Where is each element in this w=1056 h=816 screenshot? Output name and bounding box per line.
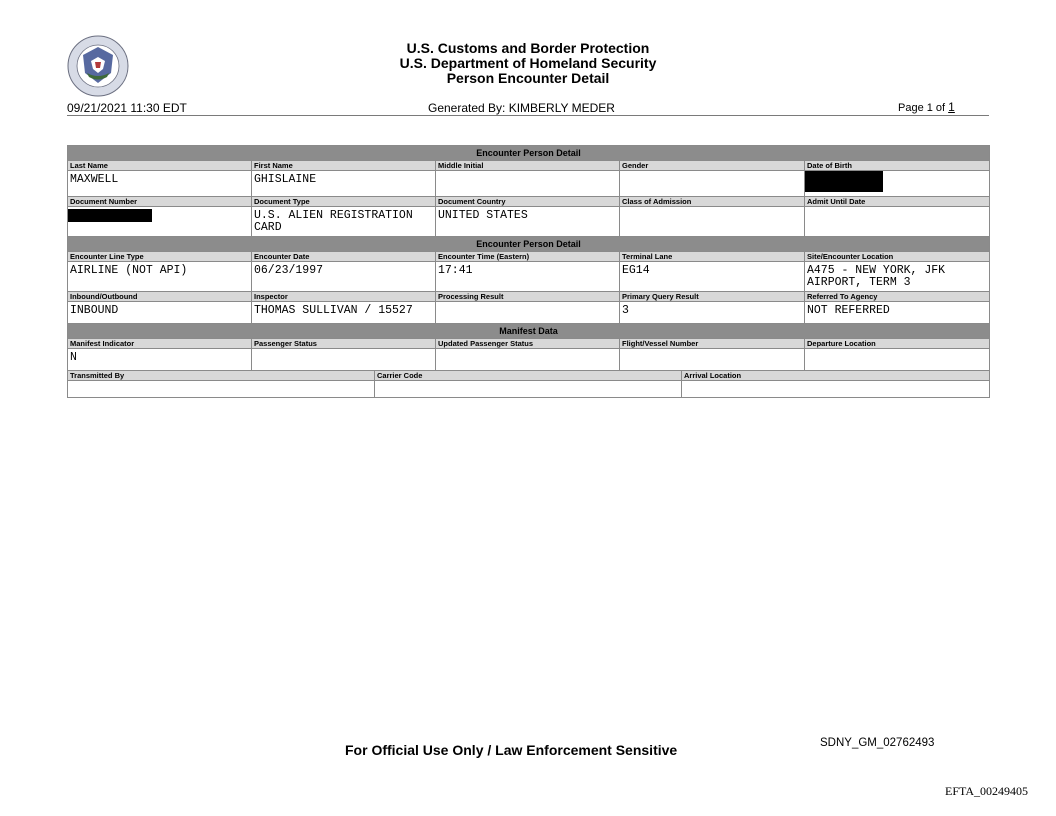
generated-by: Generated By: KIMBERLY MEDER <box>428 101 615 115</box>
label-primary-query-result: Primary Query Result <box>620 292 805 302</box>
value-site-location: A475 - NEW YORK, JFK AIRPORT, TERM 3 <box>805 262 990 292</box>
value-manifest-indicator: N <box>68 349 252 371</box>
label-inspector: Inspector <box>252 292 436 302</box>
label-encounter-line-type: Encounter Line Type <box>68 252 252 262</box>
agency-title: U.S. Customs and Border Protection <box>406 40 650 56</box>
value-passenger-status <box>252 349 436 371</box>
value-class-of-admission <box>620 207 805 237</box>
value-flight-vessel-number <box>620 349 805 371</box>
report-title: Person Encounter Detail <box>446 70 610 86</box>
section-title-manifest-data: Manifest Data <box>68 324 990 339</box>
label-passenger-status: Passenger Status <box>252 339 436 349</box>
label-encounter-date: Encounter Date <box>252 252 436 262</box>
value-encounter-line-type: AIRLINE (NOT API) <box>68 262 252 292</box>
label-manifest-indicator: Manifest Indicator <box>68 339 252 349</box>
label-date-of-birth: Date of Birth <box>805 161 990 171</box>
value-arrival-location <box>682 381 990 398</box>
label-site-location: Site/Encounter Location <box>805 252 990 262</box>
label-referred-to-agency: Referred To Agency <box>805 292 990 302</box>
label-document-type: Document Type <box>252 197 436 207</box>
value-first-name: GHISLAINE <box>252 171 436 197</box>
department-title: U.S. Department of Homeland Security <box>399 55 657 71</box>
value-middle-initial <box>436 171 620 197</box>
value-document-country: UNITED STATES <box>436 207 620 237</box>
section-title-person-detail: Encounter Person Detail <box>68 146 990 161</box>
value-inbound-outbound: INBOUND <box>68 302 252 324</box>
label-departure-location: Departure Location <box>805 339 990 349</box>
value-terminal-lane: EG14 <box>620 262 805 292</box>
encounter-table <box>67 145 990 371</box>
value-gender <box>620 171 805 197</box>
bates-number-sdny: SDNY_GM_02762493 <box>820 737 935 749</box>
label-middle-initial: Middle Initial <box>436 161 620 171</box>
redaction-box <box>805 171 883 192</box>
section-title-encounter-detail: Encounter Person Detail <box>68 237 990 252</box>
label-terminal-lane: Terminal Lane <box>620 252 805 262</box>
label-carrier-code: Carrier Code <box>375 371 682 381</box>
value-document-type: U.S. ALIEN REGISTRATION CARD <box>252 207 436 237</box>
page-prefix: Page 1 of <box>898 102 949 114</box>
label-document-number: Document Number <box>68 197 252 207</box>
label-processing-result: Processing Result <box>436 292 620 302</box>
value-departure-location <box>805 349 990 371</box>
value-last-name: MAXWELL <box>68 171 252 197</box>
label-last-name: Last Name <box>68 161 252 171</box>
report-datetime: 09/21/2021 11:30 EDT <box>67 101 187 115</box>
label-inbound-outbound: Inbound/Outbound <box>68 292 252 302</box>
label-flight-vessel-number: Flight/Vessel Number <box>620 339 805 349</box>
label-document-country: Document Country <box>436 197 620 207</box>
redaction-box <box>68 209 152 222</box>
label-first-name: First Name <box>252 161 436 171</box>
label-gender: Gender <box>620 161 805 171</box>
bates-number-efta: EFTA_00249405 <box>945 784 1029 798</box>
report-title-block <box>0 41 1056 86</box>
manifest-transmission-table <box>67 370 990 398</box>
value-admit-until-date <box>805 207 990 237</box>
header-divider <box>67 115 989 116</box>
page-total: 1 <box>948 100 955 114</box>
value-processing-result <box>436 302 620 324</box>
value-carrier-code <box>375 381 682 398</box>
value-encounter-time: 17:41 <box>436 262 620 292</box>
value-encounter-date: 06/23/1997 <box>252 262 436 292</box>
label-admit-until-date: Admit Until Date <box>805 197 990 207</box>
label-encounter-time: Encounter Time (Eastern) <box>436 252 620 262</box>
value-primary-query-result: 3 <box>620 302 805 324</box>
label-class-of-admission: Class of Admission <box>620 197 805 207</box>
page-indicator <box>898 100 955 114</box>
label-transmitted-by: Transmitted By <box>68 371 375 381</box>
value-document-number <box>68 207 252 237</box>
value-date-of-birth <box>805 171 990 197</box>
value-inspector: THOMAS SULLIVAN / 15527 <box>252 302 436 324</box>
value-referred-to-agency: NOT REFERRED <box>805 302 990 324</box>
label-updated-passenger-status: Updated Passenger Status <box>436 339 620 349</box>
label-arrival-location: Arrival Location <box>682 371 990 381</box>
value-transmitted-by <box>68 381 375 398</box>
value-updated-passenger-status <box>436 349 620 371</box>
classification-notice: For Official Use Only / Law Enforcement Sensitive <box>345 742 678 758</box>
